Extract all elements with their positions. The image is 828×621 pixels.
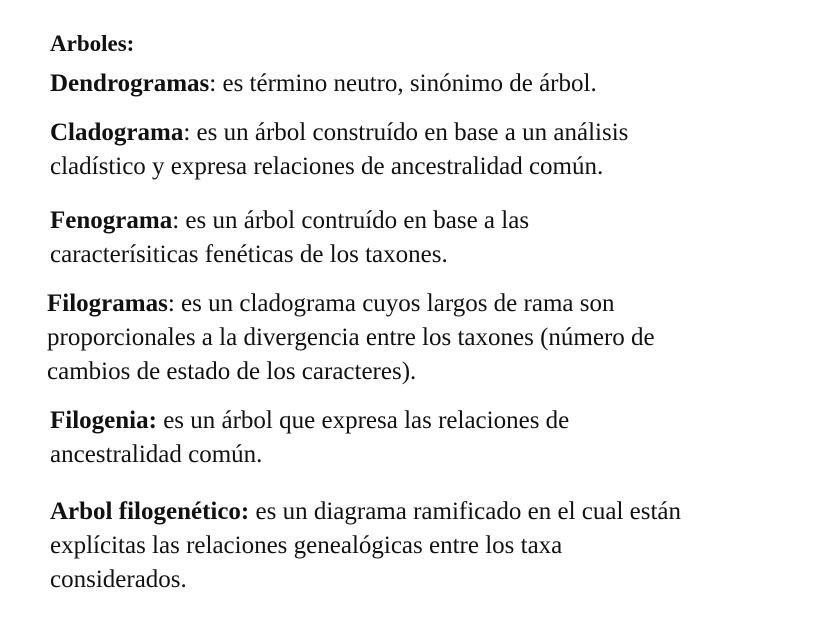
definition-text-line: es término neutro, sinónimo de árbol. (216, 70, 597, 97)
definition-term: Arbol filogenético: (50, 498, 250, 525)
definition-term: Cladograma (50, 119, 184, 146)
definition-term: Fenograma (50, 207, 173, 234)
definition-term: Dendrogramas (50, 70, 210, 97)
page-title: Arboles: (50, 31, 135, 56)
definition-text-line: cladístico y expresa relaciones de ancestralidad común. (50, 153, 604, 180)
definition-text-line: ancestralidad común. (50, 441, 263, 468)
definition-separator: : (183, 119, 191, 146)
definition-filogenia (50, 404, 569, 472)
definition-separator: : (209, 70, 217, 97)
definition-fenograma (50, 204, 529, 272)
definition-arbol-filogenetico (50, 495, 681, 597)
definition-text-line: es un árbol construído en base a un análisis (190, 119, 629, 146)
definition-separator: : (172, 207, 180, 234)
definition-text-line: es un cladograma cuyos largos de rama son (174, 290, 615, 317)
definition-text-line: cambios de estado de los caracteres). (47, 358, 417, 385)
definition-term: Filogenia: (50, 407, 157, 434)
definition-separator: : (167, 290, 175, 317)
definition-text-line: caracterísiticas fenéticas de los taxones. (50, 241, 448, 268)
definition-text-line: proporcionales a la divergencia entre los taxones (número de (47, 324, 655, 351)
definition-text-line: considerados. (50, 566, 187, 593)
definition-cladograma (50, 116, 628, 184)
definition-text-line: es un árbol contruído en base a las (179, 207, 530, 234)
definition-term: Filogramas (47, 290, 168, 317)
definition-text-line: explícitas las relaciones genealógicas entre los taxa (50, 532, 563, 559)
definition-filogramas (47, 287, 655, 389)
definition-text-line: es un árbol que expresa las relaciones de (156, 407, 570, 434)
definition-dendrogramas (50, 67, 597, 101)
definition-text-line: es un diagrama ramificado en el cual están (249, 498, 682, 525)
